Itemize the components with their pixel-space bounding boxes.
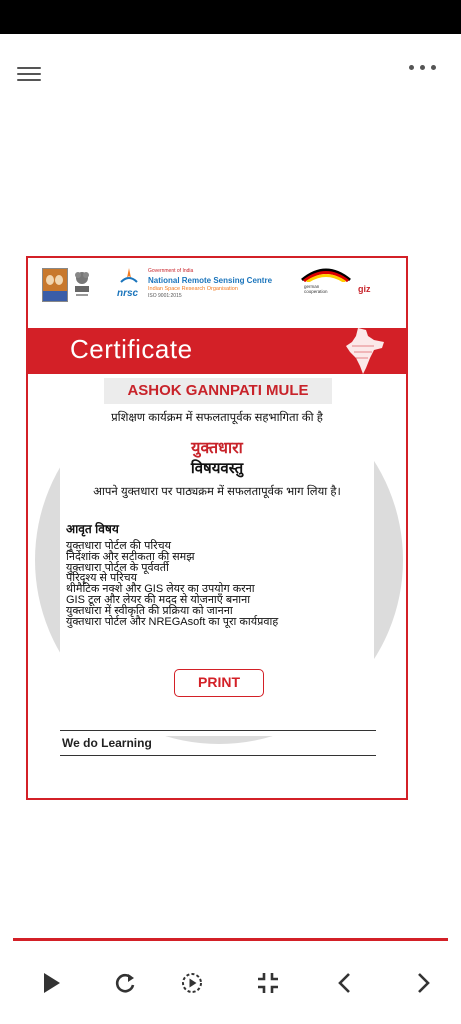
campaign-logo — [42, 268, 68, 302]
topic-item: थीमैटिक नक्शे और GIS लेयर का उपयोग करना — [66, 583, 255, 596]
india-map-graphic — [344, 326, 388, 376]
nrsc-name: National Remote Sensing Centre — [148, 276, 273, 285]
topic-item: GIS टूल और लेयर की मदद से योजनाएँ बनाना — [66, 593, 251, 606]
chevron-left-icon[interactable] — [330, 968, 360, 998]
replay-icon[interactable] — [111, 968, 141, 998]
nrsc-gov: Government of India — [148, 268, 194, 274]
topic-item: युक्तधारा पोर्टल और NREGAsoft का पूरा कार्यप्रवाह — [66, 615, 279, 628]
recipient-name: ASHOK GANNPATI MULE — [104, 378, 332, 404]
topic-item: युक्तधारा में स्वीकृति की प्रक्रिया को जानना — [66, 604, 233, 617]
german-cooperation-logo — [300, 266, 352, 282]
hamburger-menu-icon[interactable] — [17, 67, 41, 81]
topic-item: युक्तधारा पोर्टल की परिचय — [66, 540, 172, 552]
footer-text: We do Learning — [62, 736, 152, 750]
top-app-bar — [0, 34, 461, 104]
status-bar — [0, 0, 461, 34]
nrsc-org: Indian Space Research Organisation — [148, 286, 238, 292]
logo-strip — [28, 258, 406, 328]
exit-fullscreen-icon[interactable] — [253, 968, 283, 998]
certificate-title: Certificate — [70, 334, 193, 364]
playback-speed-icon[interactable] — [177, 968, 207, 998]
player-controls — [0, 960, 461, 1006]
topic-item: परिदृश्य से परिचय — [66, 572, 138, 585]
topics-list — [66, 541, 278, 627]
topics-heading: आवृत विषय — [66, 522, 119, 536]
nrsc-iso: ISO 9001:2015 — [148, 293, 182, 299]
nrsc-short: nrsc — [117, 288, 139, 299]
more-options-icon[interactable] — [409, 63, 439, 73]
german-text: german cooperation — [304, 284, 328, 294]
footer-divider-top — [60, 730, 376, 731]
progress-divider — [13, 938, 448, 941]
certificate-card — [26, 256, 408, 800]
course-subtitle: विषयवस्तु — [190, 460, 244, 477]
topic-item: युक्तधारा पोर्टल के पूर्ववर्ती — [66, 561, 169, 574]
national-emblem — [72, 266, 92, 300]
topic-item: निर्देशांक और सटीकता की समझ — [66, 550, 195, 563]
footer-divider-bottom — [60, 755, 376, 756]
isro-nrsc-logo — [118, 266, 140, 288]
print-button[interactable]: PRINT — [174, 669, 264, 697]
completion-text: आपने युक्तधारा पर पाठ्यक्रम में सफलतापूर्वक भाग लिया है। — [93, 486, 341, 498]
chevron-right-icon[interactable] — [408, 968, 438, 998]
play-icon[interactable] — [36, 968, 66, 998]
course-title: युक्तधारा — [191, 440, 243, 457]
giz-logo: giz — [358, 284, 371, 294]
participation-text: प्रशिक्षण कार्यक्रम में सफलतापूर्वक सहभागिता की है — [111, 412, 323, 424]
